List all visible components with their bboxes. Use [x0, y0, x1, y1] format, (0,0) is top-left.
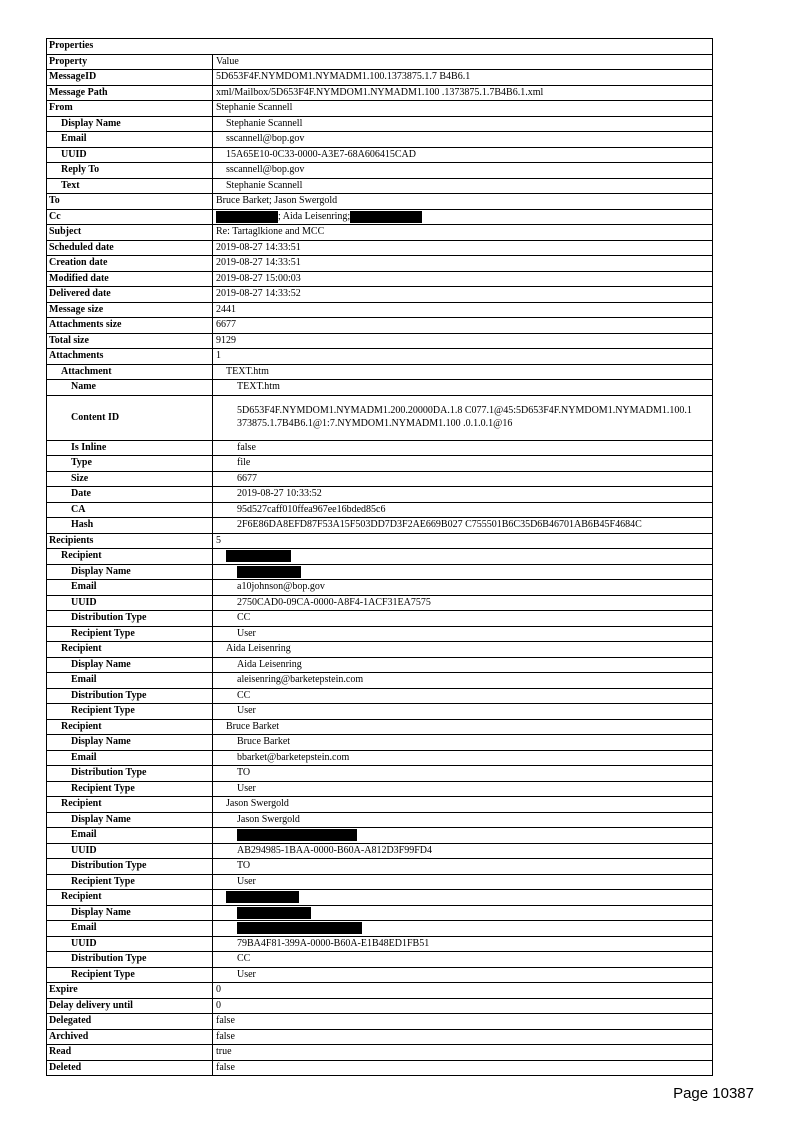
- property-name: Distribution Type: [47, 688, 213, 704]
- property-value: Bruce Barket; Jason Swergold: [213, 194, 713, 210]
- property-name: UUID: [47, 147, 213, 163]
- property-name: Type: [47, 456, 213, 472]
- property-value: 0: [213, 983, 713, 999]
- property-name: Email: [47, 132, 213, 148]
- property-value: 15A65E10-0C33-0000-A3E7-68A606415CAD: [213, 147, 713, 163]
- property-value: 95d527caff010ffea967ee16bded85c6: [213, 502, 713, 518]
- property-name: Recipient: [47, 549, 213, 565]
- property-value: 5: [213, 533, 713, 549]
- property-value: false: [213, 440, 713, 456]
- table-row: [47, 302, 713, 318]
- table-row: [47, 533, 713, 549]
- property-value: Bruce Barket: [213, 719, 713, 735]
- property-value: Aida Leisenring: [213, 657, 713, 673]
- table-row: [47, 54, 713, 70]
- property-name: Display Name: [47, 735, 213, 751]
- property-value: xml/Mailbox/5D653F4F.NYMDOM1.NYMADM1.100 .1373875.1.7B4B6.1.xml: [213, 85, 713, 101]
- property-name: Creation date: [47, 256, 213, 272]
- table-row: [47, 626, 713, 642]
- table-row: [47, 333, 713, 349]
- table-row: [47, 890, 713, 906]
- table-row: [47, 936, 713, 952]
- table-row: [47, 735, 713, 751]
- property-value: 2441: [213, 302, 713, 318]
- property-value: [213, 549, 713, 565]
- property-name: Size: [47, 471, 213, 487]
- redaction-box: [237, 829, 357, 841]
- page-number: Page 10387: [673, 1085, 754, 1102]
- redaction-box: [216, 211, 278, 223]
- property-value: [213, 905, 713, 921]
- property-value: bbarket@barketepstein.com: [213, 750, 713, 766]
- table-row: [47, 704, 713, 720]
- property-name: Cc: [47, 209, 213, 225]
- property-value: Jason Swergold: [213, 812, 713, 828]
- property-name: Display Name: [47, 905, 213, 921]
- table-row: [47, 487, 713, 503]
- property-name: Recipient Type: [47, 626, 213, 642]
- property-name: Archived: [47, 1029, 213, 1045]
- table-row: [47, 380, 713, 396]
- property-name: Read: [47, 1045, 213, 1061]
- property-name: Recipients: [47, 533, 213, 549]
- table-row: [47, 518, 713, 534]
- property-name: Recipient Type: [47, 967, 213, 983]
- property-value: 5D653F4F.NYMDOM1.NYMADM1.200.20000DA.1.8 C077.1@45:5D653F4F.NYMDOM1.NYMADM1.100.1 373875.1.7B4B6.1@1:7.NYMDOM1.NYMADM1.100 .0.1.0.1@16: [213, 395, 713, 440]
- property-value: TEXT.htm: [213, 364, 713, 380]
- property-value: sscannell@bop.gov: [213, 132, 713, 148]
- property-value: 2750CAD0-09CA-0000-A8F4-1ACF31EA7575: [213, 595, 713, 611]
- property-name: To: [47, 194, 213, 210]
- table-row: [47, 564, 713, 580]
- property-value: false: [213, 1014, 713, 1030]
- property-value: 2019-08-27 14:33:51: [213, 256, 713, 272]
- table-row: [47, 766, 713, 782]
- property-name: Recipient Type: [47, 781, 213, 797]
- table-row: [47, 952, 713, 968]
- table-row: [47, 209, 713, 225]
- property-name: From: [47, 101, 213, 117]
- property-name: Content ID: [47, 395, 213, 440]
- table-row: [47, 921, 713, 937]
- property-value: 2019-08-27 15:00:03: [213, 271, 713, 287]
- table-row: [47, 874, 713, 890]
- property-name: Deleted: [47, 1060, 213, 1076]
- table-row: [47, 471, 713, 487]
- redaction-box: [350, 211, 422, 223]
- table-row: [47, 657, 713, 673]
- redaction-box: [237, 907, 311, 919]
- table-row: [47, 349, 713, 365]
- property-name: Email: [47, 673, 213, 689]
- table-row: [47, 812, 713, 828]
- property-name: Reply To: [47, 163, 213, 179]
- property-value: 2F6E86DA8EFD87F53A15F503DD7D3F2AE669B027 C755501B6C35D6B46701AB6B45F4684C: [213, 518, 713, 534]
- property-name: Text: [47, 178, 213, 194]
- table-row: [47, 828, 713, 844]
- table-row: [47, 194, 713, 210]
- table-row: [47, 287, 713, 303]
- property-value: false: [213, 1060, 713, 1076]
- property-name: Delegated: [47, 1014, 213, 1030]
- property-value: Bruce Barket: [213, 735, 713, 751]
- property-name: Email: [47, 580, 213, 596]
- property-value: User: [213, 781, 713, 797]
- table-row: [47, 750, 713, 766]
- property-value: sscannell@bop.gov: [213, 163, 713, 179]
- table-row: [47, 502, 713, 518]
- property-name: Delivered date: [47, 287, 213, 303]
- property-value: [213, 890, 713, 906]
- property-value: [213, 921, 713, 937]
- table-row: [47, 998, 713, 1014]
- table-row: [47, 178, 713, 194]
- table-row: [47, 256, 713, 272]
- property-name: Distribution Type: [47, 952, 213, 968]
- table-row: [47, 271, 713, 287]
- table-header-row: [47, 39, 713, 55]
- property-name: Email: [47, 828, 213, 844]
- property-name: Message size: [47, 302, 213, 318]
- property-name: Hash: [47, 518, 213, 534]
- property-name: Recipient: [47, 797, 213, 813]
- property-value: Re: Tartaglkione and MCC: [213, 225, 713, 241]
- table-row: [47, 673, 713, 689]
- property-name: Modified date: [47, 271, 213, 287]
- property-value: User: [213, 626, 713, 642]
- property-value: 79BA4F81-399A-0000-B60A-E1B48ED1FB51: [213, 936, 713, 952]
- property-value: [213, 209, 713, 225]
- table-row: [47, 797, 713, 813]
- property-name: Attachments: [47, 349, 213, 365]
- property-name: Message Path: [47, 85, 213, 101]
- table-title: Properties: [47, 39, 713, 55]
- table-row: [47, 440, 713, 456]
- property-name: Recipient: [47, 719, 213, 735]
- property-value: 9129: [213, 333, 713, 349]
- table-row: [47, 611, 713, 627]
- property-name: Distribution Type: [47, 611, 213, 627]
- property-value: CC: [213, 611, 713, 627]
- table-row: [47, 859, 713, 875]
- property-name: Display Name: [47, 564, 213, 580]
- property-value: Stephanie Scannell: [213, 178, 713, 194]
- property-name: Distribution Type: [47, 859, 213, 875]
- property-name: Display Name: [47, 116, 213, 132]
- property-name: Distribution Type: [47, 766, 213, 782]
- property-value: [213, 828, 713, 844]
- property-name: Delay delivery until: [47, 998, 213, 1014]
- property-name: Attachment: [47, 364, 213, 380]
- redaction-box: [237, 922, 362, 934]
- property-value: 6677: [213, 318, 713, 334]
- property-value: Stephanie Scannell: [213, 116, 713, 132]
- property-name: Display Name: [47, 812, 213, 828]
- property-value: TO: [213, 766, 713, 782]
- property-value: 5D653F4F.NYMDOM1.NYMADM1.100.1373875.1.7 B4B6.1: [213, 70, 713, 86]
- property-name: Recipient Type: [47, 874, 213, 890]
- property-name: Recipient: [47, 890, 213, 906]
- property-value: AB294985-1BAA-0000-B60A-A812D3F99FD4: [213, 843, 713, 859]
- table-row: [47, 719, 713, 735]
- table-row: [47, 147, 713, 163]
- property-value: User: [213, 874, 713, 890]
- property-value: Value: [213, 54, 713, 70]
- property-name: Total size: [47, 333, 213, 349]
- property-name: MessageID: [47, 70, 213, 86]
- table-row: [47, 905, 713, 921]
- table-row: [47, 781, 713, 797]
- property-name: UUID: [47, 595, 213, 611]
- property-name: Email: [47, 750, 213, 766]
- property-name: UUID: [47, 936, 213, 952]
- table-row: [47, 85, 713, 101]
- table-row: [47, 580, 713, 596]
- property-name: Date: [47, 487, 213, 503]
- property-name: Is Inline: [47, 440, 213, 456]
- property-value: false: [213, 1029, 713, 1045]
- property-value: Jason Swergold: [213, 797, 713, 813]
- property-name: UUID: [47, 843, 213, 859]
- property-value: 1: [213, 349, 713, 365]
- property-name: Expire: [47, 983, 213, 999]
- property-name: Display Name: [47, 657, 213, 673]
- table-row: [47, 395, 713, 440]
- property-name: Property: [47, 54, 213, 70]
- property-value: CC: [213, 688, 713, 704]
- table-row: [47, 1014, 713, 1030]
- properties-table: [46, 38, 713, 1076]
- property-name: Scheduled date: [47, 240, 213, 256]
- property-value: User: [213, 704, 713, 720]
- property-value: 2019-08-27 14:33:51: [213, 240, 713, 256]
- property-value: TO: [213, 859, 713, 875]
- table-row: [47, 1045, 713, 1061]
- table-row: [47, 225, 713, 241]
- property-value: Stephanie Scannell: [213, 101, 713, 117]
- table-row: [47, 1060, 713, 1076]
- table-row: [47, 70, 713, 86]
- table-row: [47, 116, 713, 132]
- property-value-text: ; Aida Leisenring;: [278, 210, 351, 222]
- redaction-box: [226, 891, 299, 903]
- property-value: a10johnson@bop.gov: [213, 580, 713, 596]
- table-row: [47, 364, 713, 380]
- property-value: 2019-08-27 10:33:52: [213, 487, 713, 503]
- redaction-box: [226, 550, 291, 562]
- property-name: Email: [47, 921, 213, 937]
- property-value: file: [213, 456, 713, 472]
- table-row: [47, 967, 713, 983]
- property-name: Name: [47, 380, 213, 396]
- table-row: [47, 983, 713, 999]
- table-row: [47, 843, 713, 859]
- table-row: [47, 240, 713, 256]
- property-value: User: [213, 967, 713, 983]
- property-value: aleisenring@barketepstein.com: [213, 673, 713, 689]
- property-value: 0: [213, 998, 713, 1014]
- property-value: 6677: [213, 471, 713, 487]
- redaction-box: [237, 566, 301, 578]
- property-name: Recipient Type: [47, 704, 213, 720]
- property-value: TEXT.htm: [213, 380, 713, 396]
- table-row: [47, 1029, 713, 1045]
- property-name: CA: [47, 502, 213, 518]
- table-row: [47, 688, 713, 704]
- property-value: 2019-08-27 14:33:52: [213, 287, 713, 303]
- property-name: Subject: [47, 225, 213, 241]
- table-row: [47, 456, 713, 472]
- property-value: CC: [213, 952, 713, 968]
- property-name: Attachments size: [47, 318, 213, 334]
- property-name: Recipient: [47, 642, 213, 658]
- table-row: [47, 101, 713, 117]
- table-row: [47, 163, 713, 179]
- property-value: [213, 564, 713, 580]
- table-row: [47, 318, 713, 334]
- table-row: [47, 595, 713, 611]
- table-row: [47, 642, 713, 658]
- property-value: Aida Leisenring: [213, 642, 713, 658]
- table-row: [47, 549, 713, 565]
- property-value: true: [213, 1045, 713, 1061]
- table-row: [47, 132, 713, 148]
